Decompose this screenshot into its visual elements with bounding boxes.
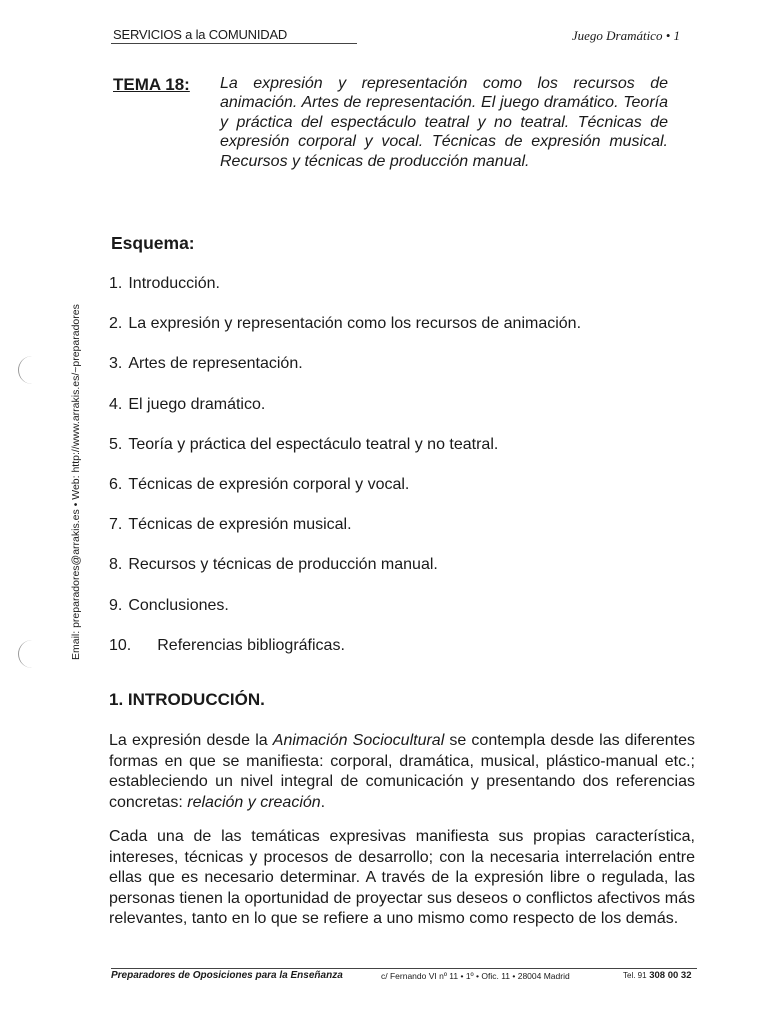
header-section-title: SERVICIOS a la COMUNIDAD: [113, 27, 288, 42]
vertical-contact-strip: [70, 304, 90, 660]
header-underline: [111, 43, 357, 44]
header-page-label: Juego Dramático • 1: [571, 28, 680, 43]
scan-bracket-mark: [18, 356, 33, 384]
item-label: Referencias bibliográficas.: [157, 636, 345, 654]
list-item: [109, 473, 581, 513]
italic-term: Animación Sociocultural: [272, 732, 445, 749]
list-item: [109, 352, 581, 392]
item-number: 4.: [109, 395, 123, 413]
list-item: [109, 393, 581, 433]
list-item: [109, 553, 581, 593]
item-label: Recursos y técnicas de producción manual.: [128, 556, 438, 574]
item-label: La expresión y representación como los recursos de animación.: [128, 315, 582, 333]
item-label: Introducción.: [128, 275, 220, 292]
list-item: [109, 513, 581, 553]
contact-text: Email: preparadores@arrakis.es • Web: http://www.arrakis.es/~preparadores: [70, 304, 82, 660]
item-number: 3.: [109, 355, 123, 373]
topic-label: TEMA 18:: [113, 75, 190, 94]
text-run: .: [320, 793, 326, 811]
footer-address: c/ Fernando VI nº 11 • 1º • Ofic. 11 • 28004 Madrid: [381, 971, 570, 981]
section-heading: 1. INTRODUCCIÓN.: [109, 690, 265, 709]
outline-heading: Esquema:: [111, 233, 195, 253]
italic-term: relación y creación: [187, 793, 321, 811]
list-item: [109, 634, 581, 674]
footer-rule: [111, 968, 697, 969]
outline-list: [109, 272, 581, 674]
phone-number: 308 00 32: [649, 970, 692, 981]
item-number: 9.: [109, 596, 123, 614]
phone-label: Tel. 91: [623, 971, 647, 980]
item-number: 10.: [109, 636, 132, 654]
text-run: La expresión desde la: [109, 732, 273, 749]
list-item: [109, 433, 581, 473]
item-number: 5.: [109, 435, 123, 453]
item-number: 2.: [109, 315, 123, 333]
item-label: Conclusiones.: [128, 596, 229, 614]
item-number: 1.: [109, 275, 123, 292]
scan-bracket-mark: [18, 640, 33, 668]
item-label: Técnicas de expresión musical.: [128, 516, 352, 534]
topic-title: La expresión y representación como los recursos de animación. Artes de representación. El juego dramático. Teoría y práctica del espectáculo teatral y no teatral. Técnicas de expresión corporal y vocal. Técnicas de expresión musical. Recursos y técnicas de producción manual.: [220, 75, 668, 170]
body-paragraph: [109, 731, 695, 813]
list-item: [109, 312, 581, 352]
list-item: [109, 594, 581, 634]
item-label: Técnicas de expresión corporal y vocal.: [128, 475, 410, 493]
text-run: se contempla desde las diferentes formas en que se manifiesta: corporal, dramática, musical, plástico-manual etc.; estableciendo un nivel integral de comunicación y presentando dos referencias concretas:: [109, 732, 696, 811]
item-number: 8.: [109, 556, 123, 574]
footer-phone: [623, 970, 691, 981]
item-label: Teoría y práctica del espectáculo teatral y no teatral.: [128, 435, 499, 453]
item-label: Artes de representación.: [128, 355, 303, 373]
item-label: El juego dramático.: [128, 395, 266, 413]
list-item: [109, 272, 581, 312]
item-number: 7.: [109, 516, 123, 534]
item-number: 6.: [109, 475, 123, 493]
footer-organization: Preparadores de Oposiciones para la Enseñanza: [111, 970, 343, 981]
body-paragraph: Cada una de las temáticas expresivas manifiesta sus propias característica, intereses, técnicas y procesos de desarrollo; con la necesaria interrelación entre ellas que es necesario determinar. A través de la expresión libre o regulada, las personas tienen la oportunidad de proyectar sus deseos o conflictos afectivos más relevantes, tanto en lo que se refiere a uno mismo como respecto de los demás.: [109, 828, 695, 927]
